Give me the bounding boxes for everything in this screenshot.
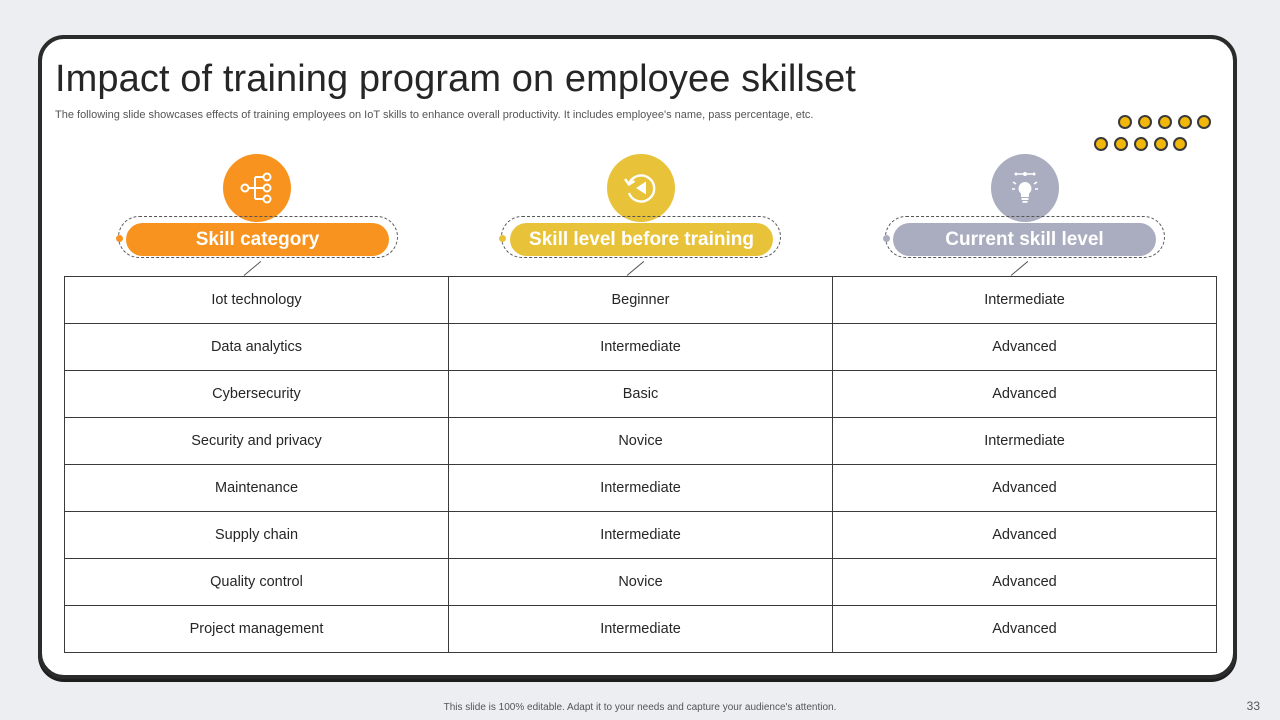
- page-title: Impact of training program on employee skillset: [55, 58, 856, 100]
- header-current-skill-level: Current skill level: [893, 223, 1156, 256]
- before-level-cell: Intermediate: [449, 465, 833, 512]
- rewind-icon: [607, 154, 675, 222]
- table-row: [65, 606, 1217, 653]
- current-level-cell: Advanced: [833, 559, 1217, 606]
- before-level-cell: Intermediate: [449, 324, 833, 371]
- current-level-cell: Advanced: [833, 512, 1217, 559]
- table-row: [65, 512, 1217, 559]
- decor-dot: [1154, 137, 1168, 151]
- current-level-cell: Advanced: [833, 465, 1217, 512]
- decor-dot: [1114, 137, 1128, 151]
- table-row: [65, 277, 1217, 324]
- header-dot: [499, 235, 506, 242]
- decor-dot: [1197, 115, 1211, 129]
- skill-category-cell: Quality control: [65, 559, 449, 606]
- decor-dot: [1134, 137, 1148, 151]
- skill-category-cell: Security and privacy: [65, 418, 449, 465]
- table-row: [65, 324, 1217, 371]
- before-level-cell: Beginner: [449, 277, 833, 324]
- current-level-cell: Advanced: [833, 371, 1217, 418]
- current-level-cell: Intermediate: [833, 277, 1217, 324]
- before-level-cell: Novice: [449, 559, 833, 606]
- decor-dot: [1138, 115, 1152, 129]
- skills-table: [64, 276, 1217, 653]
- footer-note: This slide is 100% editable. Adapt it to your needs and capture your audience's attention.: [443, 702, 837, 713]
- header-skill-category: Skill category: [126, 223, 389, 256]
- decor-dot: [1178, 115, 1192, 129]
- hierarchy-icon: [223, 154, 291, 222]
- before-level-cell: Intermediate: [449, 512, 833, 559]
- before-level-cell: Basic: [449, 371, 833, 418]
- table-row: [65, 559, 1217, 606]
- current-level-cell: Intermediate: [833, 418, 1217, 465]
- decor-dot: [1118, 115, 1132, 129]
- header-skill-level-before: Skill level before training: [510, 223, 773, 256]
- lightbulb-icon: [991, 154, 1059, 222]
- table-row: [65, 418, 1217, 465]
- current-level-cell: Advanced: [833, 606, 1217, 653]
- decor-dot: [1173, 137, 1187, 151]
- decor-dot: [1158, 115, 1172, 129]
- before-level-cell: Novice: [449, 418, 833, 465]
- skill-category-cell: Cybersecurity: [65, 371, 449, 418]
- before-level-cell: Intermediate: [449, 606, 833, 653]
- skill-category-cell: Supply chain: [65, 512, 449, 559]
- table-row: [65, 371, 1217, 418]
- skill-category-cell: Project management: [65, 606, 449, 653]
- table-row: [65, 465, 1217, 512]
- decor-dot: [1094, 137, 1108, 151]
- current-level-cell: Advanced: [833, 324, 1217, 371]
- skill-category-cell: Data analytics: [65, 324, 449, 371]
- page-subtitle: The following slide showcases effects of training employees on IoT skills to enhance overall productivity. It includes employee's name, pass percentage, etc.: [55, 109, 814, 121]
- skill-category-cell: Maintenance: [65, 465, 449, 512]
- header-dot: [883, 235, 890, 242]
- page-number: 33: [1246, 699, 1260, 713]
- skill-category-cell: Iot technology: [65, 277, 449, 324]
- header-dot: [116, 235, 123, 242]
